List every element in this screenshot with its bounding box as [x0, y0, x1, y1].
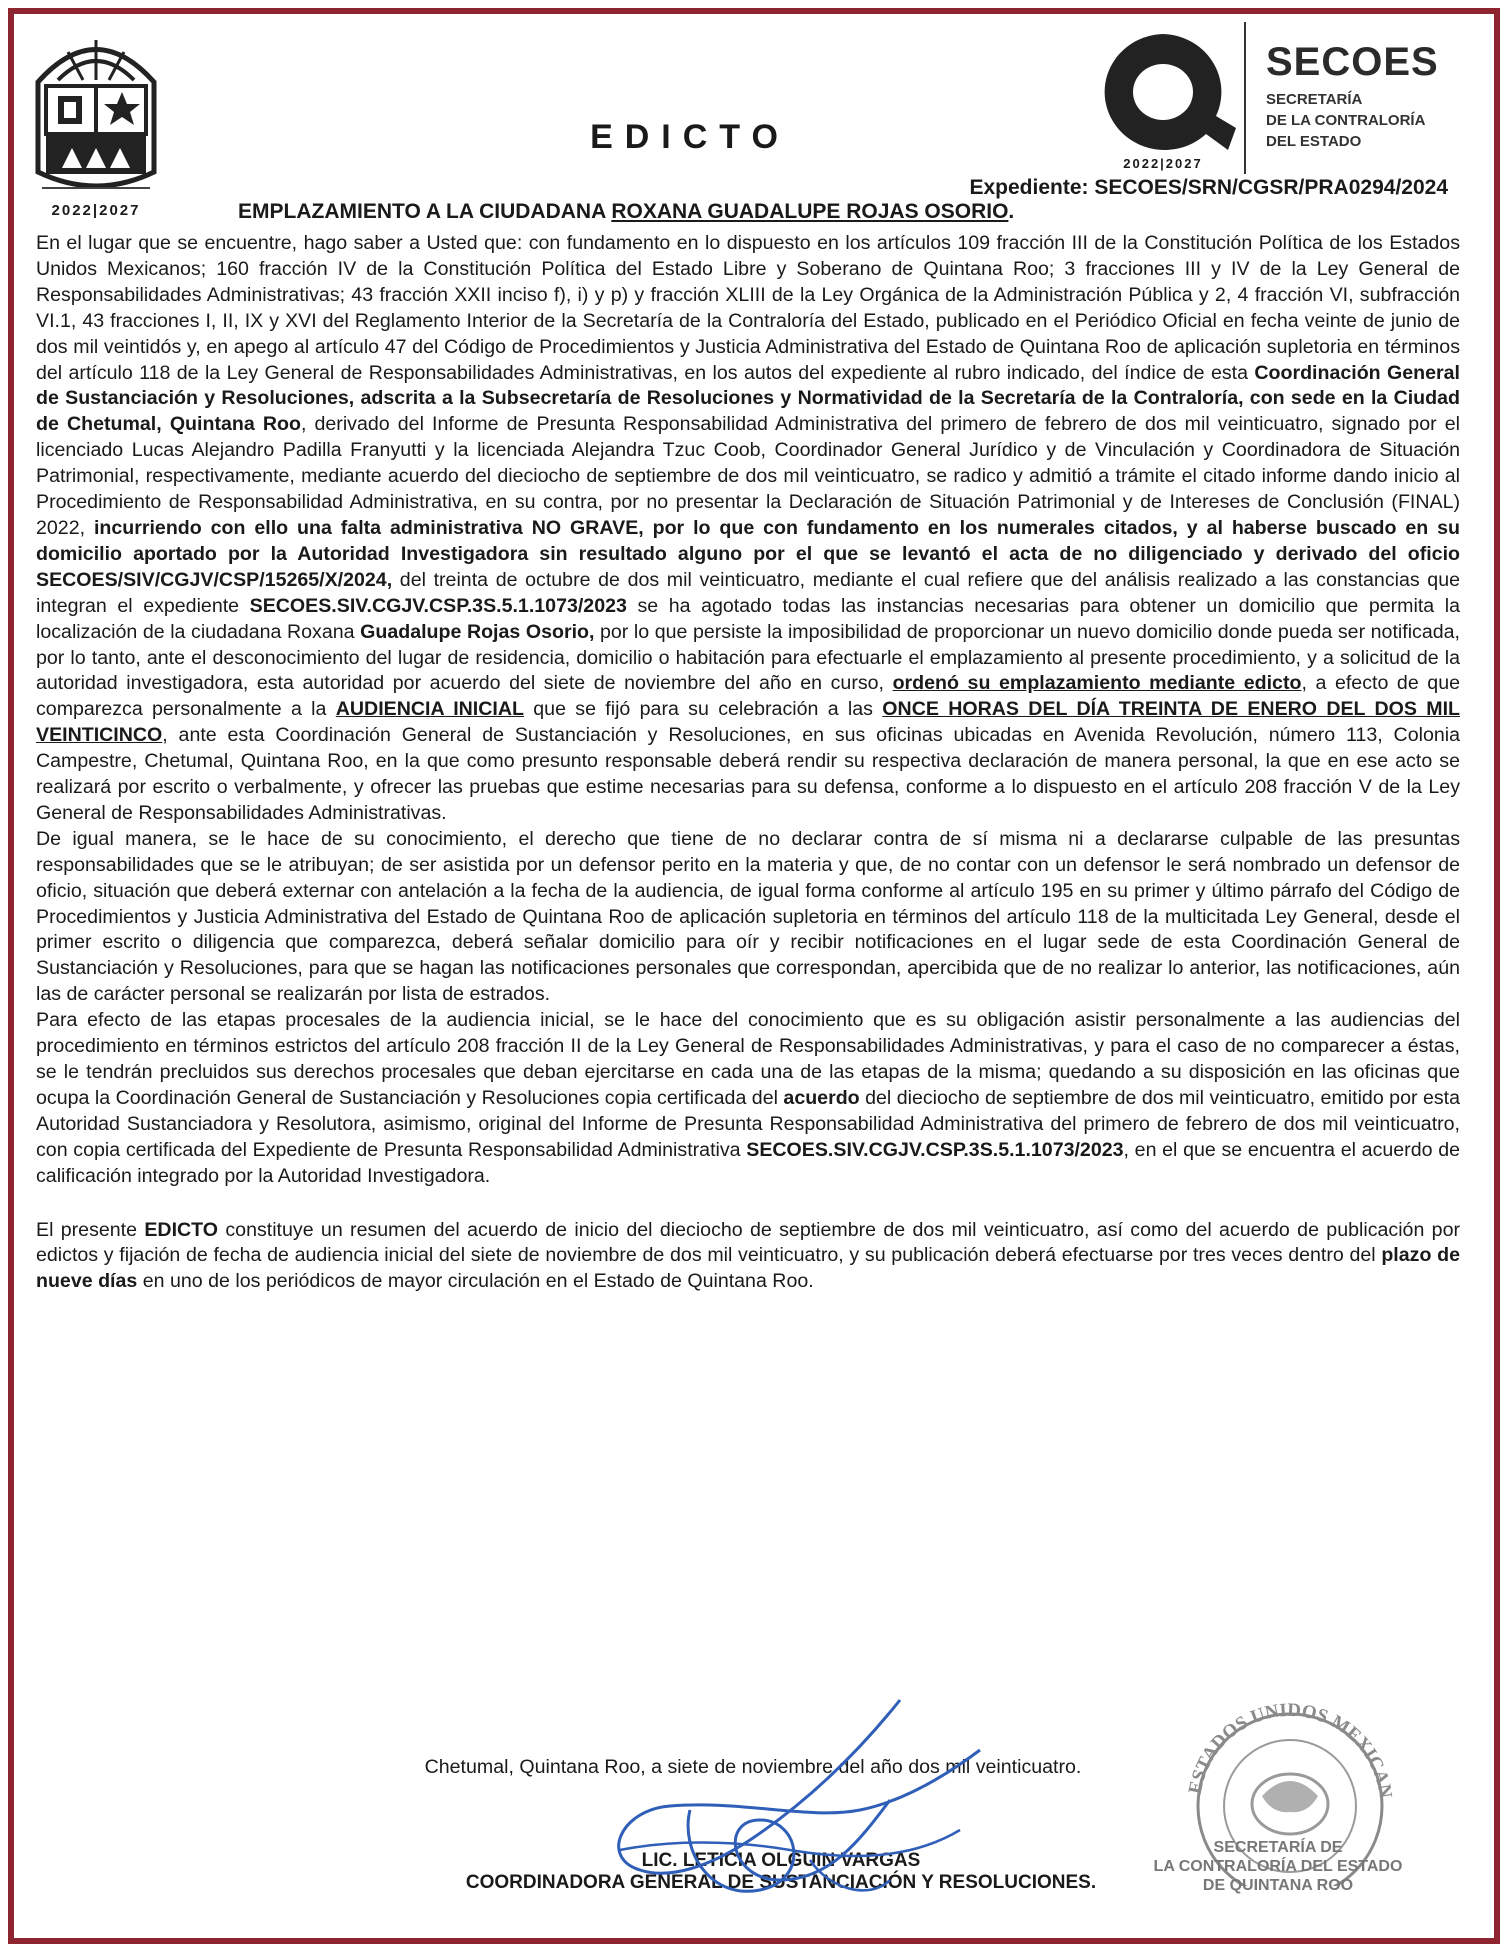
place-and-date: Chetumal, Quintana Roo, a siete de noviembre del año dos mil veinticuatro. [424, 1756, 1082, 1778]
secoes-line-1: SECRETARÍA [1266, 91, 1363, 108]
q-logo [1078, 26, 1248, 176]
p1-text-6: , a efecto de que comparezca personalmente a la [36, 672, 1460, 721]
handwritten-signature [560, 1690, 1040, 1920]
p1-text-8: , ante esta Coordinación General de Sustanciación y Resoluciones, en sus oficinas ubicadas en Avenida Revolución, número 113, Colonia Campestre, Chetumal, Quintana Roo, en la que como presunto responsable deberá rendir su respectiva declaración de manera personal, la que en ese acto se realizará por escrito o verbalmente, y ofrecer las pruebas que estime necesarias para su defensa, conforme a lo dispuesto en el artículo 208 fracción V de la Ley General de Responsabilidades Administrativas. [36, 724, 1460, 824]
seal-line-3: DE QUINTANA ROO [1202, 1877, 1354, 1894]
p1-bold-underline-1: ordenó su emplazamiento mediante edicto [892, 672, 1302, 695]
paragraph-3 [36, 1008, 1460, 1189]
p1-bold-underline-3: ONCE HORAS DEL DÍA TREINTA DE ENERO DEL DOS MIL VEINTICINCO [36, 698, 1460, 747]
p1-bold-4: Guadalupe Rojas Osorio, [360, 620, 595, 643]
secoes-name: SECOES [1266, 40, 1439, 84]
edict-body [36, 231, 1460, 1295]
p1-bold-1: Coordinación General de Sustanciación y Resoluciones, adscrita a la Subsecretaría de Resoluciones y Normatividad de la Secretaría de la Contraloría, con sede en la Ciudad de Chetumal, Quintana Roo [36, 361, 1460, 436]
q-logo-icon [1078, 26, 1248, 154]
svg-text:ESTADOS UNIDOS MEXICANOS [1160, 1686, 1396, 1800]
p1-bold-underline-2: AUDIENCIA INICIAL [335, 698, 524, 721]
p1-bold-2: incurriendo con ello una falta administrativa NO GRAVE, por lo que con fundamento en los numerales citados, y al haberse buscado en su domicilio aportado por la Autoridad Investigadora sin resultado alguno por el que se levantó el acta de no diligenciado y derivado del oficio SECOES/SIV/CGJV/CSP/15265/X/2024, [36, 516, 1460, 591]
p3-text-3: , en el que se encuentra el acuerdo de calificación integrado por la Autoridad Investigadora. [36, 1138, 1460, 1187]
p1-text-2: , derivado del Informe de Presunta Responsabilidad Administrativa del primero de febrero de dos mil veinticuatro, signado por el licenciado Lucas Alejandro Padilla Franyutti y la licenciada Alejandra Tzuc Coob, Coordinador General Jurídico y de Vinculación y Coordinadora de Situación Patrimonial, respectivamente, mediante acuerdo del dieciocho de septiembre de dos mil veinticuatro, se radico y admitió a trámite el citado informe dando inicio al Procedimiento de Responsabilidad Administrativa, en su contra, por no presentar la Declaración de Situación Patrimonial y de Intereses de Conclusión (FINAL) 2022, [36, 413, 1460, 539]
coat-of-arms-icon [28, 22, 164, 200]
p1-text-4: se ha agotado todas las instancias necesarias para obtener un domicilio que permita la localización de la ciudadana Roxana [36, 594, 1460, 643]
p4-text-2: constituye un resumen del acuerdo de inicio del dieciocho de septiembre de dos mil veinticuatro, así como del acuerdo de publicación por edictos y fijación de fecha de audiencia inicial del siete de noviembre de dos mil veinticuatro, y su publicación deberá efectuarse por tres veces dentro del [36, 1218, 1460, 1267]
signatory-name: LIC. LETICIA OLGUIN VARGAS [641, 1850, 921, 1871]
p1-text-1: En el lugar que se encuentre, hago saber a Usted que: con fundamento en lo dispuesto en los artículos 109 fracción III de la Constitución Política de los Estados Unidos Mexicanos; 160 fracción IV de la Constitución Política del Estado Libre y Soberano de Quintana Roo; 3 fracciones III y IV de la Ley General de Responsabilidades Administrativas; 43 fracción XXII inciso f), i) y p) y fracción XLIII de la Ley Orgánica de la Administración Pública y 2, 4 fracción VI, subfracción VI.1, 43 fracciones I, II, IX y XVI del Reglamento Interior de la Secretaría de la Contraloría del Estado, publicado en el Periódico Oficial en fecha veinte de junio de dos mil veintidós y, en apego al artículo 47 del Código de Procedimientos y Justicia Administrativa del Estado de Quintana Roo de aplicación supletoria en términos del artículo 118 de la Ley General de Responsabilidades Administrativas, en los autos del expediente al rubro indicado, del índice de esta [36, 232, 1460, 384]
p4-bold-2: plazo de nueve días [36, 1244, 1460, 1293]
secoes-line-2: DE LA CONTRALORÍA [1266, 112, 1426, 129]
recipient-name: ROXANA GUADALUPE ROJAS OSORIO [611, 200, 1009, 223]
p1-text-5: por lo que persiste la imposibilidad de proporcionar un nuevo domicilio donde pueda ser notificada, por lo tanto, ante el desconocimiento del lugar de residencia, domicilio o habitación para efectuarle el emplazamiento al presente procedimiento, y a solicitud de la autoridad investigadora, esta autoridad por acuerdo del siete de noviembre del año en curso, [36, 620, 1460, 695]
p1-text-3: del treinta de octubre de dos mil veinticuatro, mediante el cual refiere que del análisis realizado a las constancias que integran el expediente [36, 568, 1460, 617]
paragraph-4 [36, 1218, 1460, 1296]
seal-line-1: SECRETARÍA DE [1213, 1839, 1343, 1856]
left-logo-years: 2022|2027 [51, 202, 141, 219]
secoes-line-3: DEL ESTADO [1266, 133, 1362, 150]
p4-text-3: en uno de los periódicos de mayor circulación en el Estado de Quintana Roo. [137, 1270, 814, 1293]
document-title: EDICTO [590, 118, 790, 156]
emplazamiento-suffix: . [1008, 200, 1015, 223]
emplazamiento-prefix: EMPLAZAMIENTO A LA CIUDADANA [238, 200, 612, 223]
seal-line-2: LA CONTRALORÍA DEL ESTADO [1153, 1858, 1403, 1875]
paragraph-1 [36, 231, 1460, 827]
seal-ring-text: ESTADOS UNIDOS MEXICAN [1184, 1699, 1396, 1800]
secoes-logo [1266, 40, 1439, 152]
p3-bold-2: SECOES.SIV.CGJV.CSP.3S.5.1.1073/2023 [746, 1138, 1124, 1161]
p3-text-2: del dieciocho de septiembre de dos mil veinticuatro, emitido por esta Autoridad Sustanciadora y Resolutora, asimismo, original del Informe de Presunta Responsabilidad Administrativa del primero de febrero de dos mil veinticuatro, con copia certificada del Expediente de Presunta Responsabilidad Administrativa [36, 1086, 1460, 1161]
p1-text-7: que se fijó para su celebración a las [523, 698, 883, 721]
p4-bold-1: EDICTO [144, 1218, 219, 1241]
emplazamiento-heading [238, 200, 1014, 224]
signatory-title: COORDINADORA GENERAL DE SUSTANCIACIÓN Y RESOLUCIONES. [465, 1872, 1097, 1893]
paragraph-spacer [36, 1190, 1460, 1218]
q-logo-years: 2022|2027 [1123, 156, 1203, 171]
quintana-roo-coat-of-arms [28, 22, 164, 222]
p3-bold-1: acuerdo [783, 1086, 860, 1109]
p3-text-1: Para efecto de las etapas procesales de la audiencia inicial, se le hace del conocimiento que es su obligación asistir personalmente a las audiencias del procedimiento en términos estrictos del artículo 208 fracción II de la Ley General de Responsabilidades Administrativas, y para el caso de no comparecer a éstas, se le tendrán precluidos sus derechos procesales que deban ejercitarse en cada una de las etapas de la misma; quedando a su disposición en las oficinas que ocupa la Coordinación General de Sustanciación y Resoluciones copia certificada del [36, 1009, 1460, 1109]
logo-divider [1244, 22, 1246, 174]
p1-bold-3: SECOES.SIV.CGJV.CSP.3S.5.1.1073/2023 [249, 594, 627, 617]
p4-text-1: El presente [36, 1218, 145, 1241]
paragraph-2: De igual manera, se le hace de su conocimiento, el derecho que tiene de no declarar contra de sí misma ni a declararse culpable de las presuntas responsabilidades que se le atribuyan; de ser asistida por un defensor perito en la materia y que, de no contar con un defensor le será nombrado un defensor de oficio, situación que deberá externar con antelación a la fecha de la audiencia, de igual forma conforme al artículo 195 en su primer y último párrafo del Código de Procedimientos y Justicia Administrativa del Estado de Quintana Roo de aplicación supletoria en términos del artículo 118 de la multicitada Ley General, desde el primer escrito o diligencia que comparezca, deberá señalar domicilio para oír y recibir notificaciones en el lugar sede de esta Coordinación General de Sustanciación y Resoluciones, para que se hagan las notificaciones personales que correspondan, apercibida que de no realizar lo anterior, las notificaciones, aún las de carácter personal se realizarán por lista de estrados. [36, 827, 1460, 1006]
expediente-number: Expediente: SECOES/SRN/CGSR/PRA0294/2024 [969, 176, 1448, 199]
